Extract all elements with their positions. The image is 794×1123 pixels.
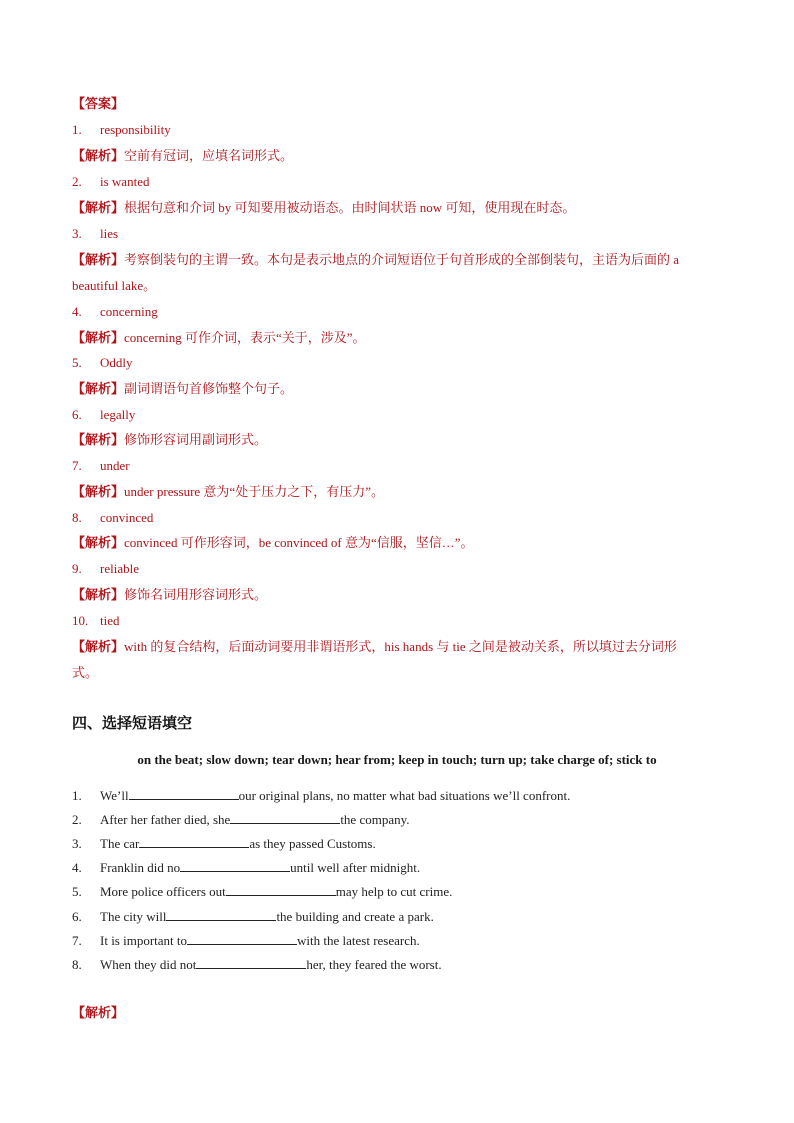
question-text-before: We’ll: [100, 788, 129, 803]
analysis-text: convinced 可作形容词，be convinced of 意为“信服，坚信…”。: [124, 535, 474, 550]
analysis-line: [72, 199, 575, 217]
phrase-bank: on the beat; slow down; tear down; hear from; keep in touch; turn up; take charge of; stick to: [137, 752, 657, 767]
question-text-after: may help to cut crime.: [335, 884, 453, 899]
answer-blank[interactable]: [139, 835, 249, 848]
analysis-text: 根据句意和介词 by 可知要用被动语态。由时间状语 now 可知，使用现在时态。: [124, 200, 576, 215]
question-number: 5.: [72, 884, 82, 899]
section-title: 四、选择短语填空: [72, 714, 193, 732]
question-number: 2.: [72, 812, 82, 827]
answer-text: is wanted: [100, 174, 150, 189]
question-item: [72, 932, 420, 950]
analysis-line: [72, 147, 293, 165]
analysis-label: 【解析】: [72, 252, 125, 267]
question-text-after: until well after midnight.: [290, 860, 421, 875]
analysis-continuation: 式。: [72, 665, 99, 680]
answer-number: 5.: [72, 355, 82, 370]
question-text-before: The car: [100, 836, 140, 851]
answer-blank[interactable]: [187, 932, 297, 945]
answer-blank[interactable]: [166, 908, 276, 921]
question-item: [72, 859, 420, 877]
answer-item: [72, 173, 149, 191]
question-number: 8.: [72, 957, 82, 972]
question-item: [72, 908, 434, 926]
analysis-text: 修饰名词用形容词形式。: [124, 587, 268, 602]
answer-number: 6.: [72, 407, 82, 422]
analysis-line: [72, 251, 679, 269]
answer-text: tied: [100, 613, 120, 628]
answer-text: concerning: [100, 304, 158, 319]
analysis-text: 修饰形容词用副词形式。: [124, 432, 268, 447]
question-number: 3.: [72, 836, 82, 851]
answer-item: [72, 457, 130, 475]
answer-text: lies: [100, 226, 119, 241]
question-text-after: our original plans, no matter what bad situations we’ll confront.: [238, 788, 571, 803]
answer-blank[interactable]: [196, 956, 306, 969]
question-text-before: It is important to: [100, 933, 188, 948]
answer-text: Oddly: [100, 355, 133, 370]
question-item: [72, 956, 442, 974]
analysis-line: [72, 431, 267, 449]
answer-text: reliable: [100, 561, 139, 576]
answer-number: 2.: [72, 174, 82, 189]
question-item: [72, 835, 376, 853]
answer-item: [72, 406, 135, 424]
analysis-label: 【解析】: [72, 330, 125, 345]
answer-number: 4.: [72, 304, 82, 319]
question-item: [72, 811, 410, 829]
question-number: 4.: [72, 860, 82, 875]
analysis-label: 【解析】: [72, 484, 125, 499]
analysis-header: 【解析】: [72, 1005, 125, 1020]
analysis-label: 【解析】: [72, 200, 125, 215]
question-text-before: More police officers out: [100, 884, 226, 899]
answer-item: [72, 509, 153, 527]
question-text-after: the company.: [340, 812, 410, 827]
answer-blank[interactable]: [129, 787, 239, 800]
analysis-text: 空前有冠词，应填名词形式。: [124, 148, 294, 163]
answer-item: [72, 354, 133, 372]
question-number: 1.: [72, 788, 82, 803]
answer-blank[interactable]: [180, 859, 290, 872]
answer-number: 10.: [72, 613, 89, 628]
analysis-text: with 的复合结构，后面动词要用非谓语形式，his hands 与 tie 之间是被动关系，所以填过去分词形: [124, 639, 677, 654]
analysis-label: 【解析】: [72, 535, 125, 550]
answer-number: 3.: [72, 226, 82, 241]
answer-text: under: [100, 458, 130, 473]
analysis-label: 【解析】: [72, 432, 125, 447]
answer-number: 7.: [72, 458, 82, 473]
answer-number: 1.: [72, 122, 82, 137]
analysis-line: [72, 329, 366, 347]
analysis-text: under pressure 意为“处于压力之下，有压力”。: [124, 484, 384, 499]
answer-text: legally: [100, 407, 136, 422]
analysis-line: [72, 380, 293, 398]
answer-item: [72, 225, 118, 243]
question-text-before: After her father died, she: [100, 812, 231, 827]
answer-item: [72, 612, 120, 630]
analysis-continuation: beautiful lake。: [72, 278, 157, 293]
analysis-line: [72, 586, 267, 604]
answers-header: 【答案】: [72, 96, 125, 111]
analysis-line: [72, 638, 677, 656]
question-number: 7.: [72, 933, 82, 948]
question-number: 6.: [72, 909, 82, 924]
answer-text: convinced: [100, 510, 154, 525]
answer-item: [72, 121, 171, 139]
analysis-text: 考察倒装句的主谓一致。本句是表示地点的介词短语位于句首形成的全部倒装句，主语为后面的 a: [124, 252, 680, 267]
question-item: [72, 787, 570, 805]
answer-item: [72, 560, 139, 578]
answer-number: 8.: [72, 510, 82, 525]
analysis-line: [72, 534, 474, 552]
answer-item: [72, 303, 158, 321]
question-text-before: Franklin did no: [100, 860, 181, 875]
analysis-line: [72, 483, 384, 501]
question-text-before: The city will: [100, 909, 167, 924]
analysis-label: 【解析】: [72, 148, 125, 163]
question-text-after: the building and create a park.: [276, 909, 434, 924]
answer-number: 9.: [72, 561, 82, 576]
answer-blank[interactable]: [226, 883, 336, 896]
question-text-after: with the latest research.: [297, 933, 420, 948]
answer-text: responsibility: [100, 122, 171, 137]
answer-blank[interactable]: [230, 811, 340, 824]
question-text-after: her, they feared the worst.: [306, 957, 442, 972]
analysis-text: 副词谓语句首修饰整个句子。: [124, 381, 294, 396]
question-text-after: as they passed Customs.: [249, 836, 376, 851]
analysis-label: 【解析】: [72, 381, 125, 396]
question-item: [72, 883, 452, 901]
question-text-before: When they did not: [100, 957, 197, 972]
analysis-label: 【解析】: [72, 639, 125, 654]
analysis-text: concerning 可作介词，表示“关于，涉及”。: [124, 330, 366, 345]
analysis-label: 【解析】: [72, 587, 125, 602]
